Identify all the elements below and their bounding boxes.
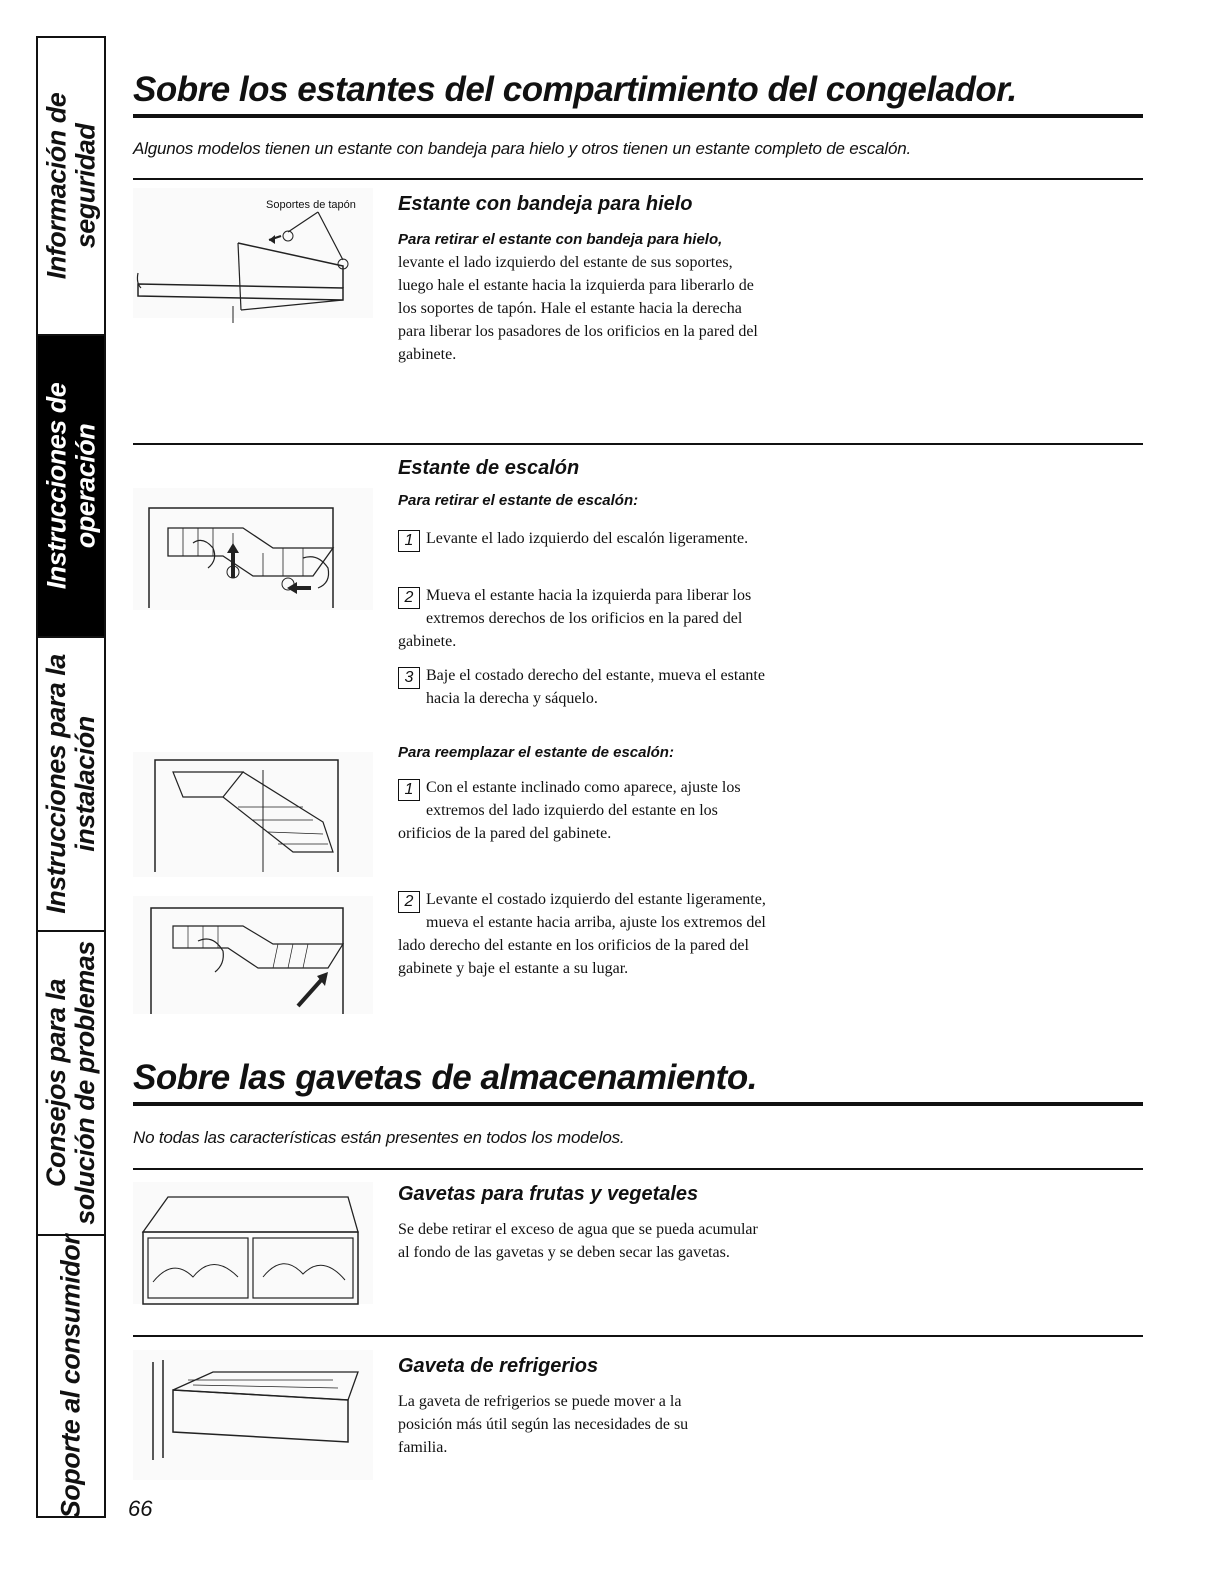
tab-safety-line2: seguridad bbox=[70, 123, 100, 249]
remove-step-1-text: Levante el lado izquierdo del escalón ligeramente. bbox=[426, 530, 749, 547]
tab-consumer-support[interactable] bbox=[38, 1236, 104, 1516]
step-number-box: 2 bbox=[398, 891, 420, 913]
ice-shelf-text bbox=[398, 228, 758, 366]
snack-heading: Gaveta de refrigerios bbox=[398, 1355, 599, 1377]
step-number-box: 1 bbox=[398, 779, 420, 801]
tab-operating-line2: operación bbox=[70, 423, 101, 549]
ice-shelf-callout: Soportes de tapón bbox=[266, 199, 356, 211]
tab-troubleshooting-line2: solución de problemas bbox=[70, 941, 100, 1225]
tab-safety[interactable] bbox=[38, 38, 104, 336]
section1-intro: Algunos modelos tienen un estante con bandeja para hielo y otros tienen un estante completo de escalón. bbox=[133, 139, 912, 158]
section1-title: Sobre los estantes del compartimiento del congelador. bbox=[133, 70, 1017, 109]
crispers-heading: Gavetas para frutas y vegetales bbox=[398, 1183, 699, 1205]
step-shelf-install-illustration bbox=[133, 896, 373, 1016]
step-shelf-heading: Estante de escalón bbox=[398, 457, 580, 479]
tab-operating-line1: Instrucciones de bbox=[41, 382, 72, 590]
tab-installation-line1: Instrucciones para la bbox=[41, 654, 72, 914]
remove-step-3 bbox=[398, 664, 768, 710]
ice-shelf-lead: Para retirar el estante con bandeja para hielo, bbox=[398, 231, 723, 248]
step-number-box: 3 bbox=[398, 667, 420, 689]
remove-step-2 bbox=[398, 584, 768, 653]
tab-consumer-support-line1: Soporte al consumidor bbox=[55, 1234, 86, 1518]
remove-step-3-text: Baje el costado derecho del estante, mueva el estante hacia la derecha y sáquelo. bbox=[426, 667, 765, 707]
step-number-box: 2 bbox=[398, 587, 420, 609]
divider bbox=[133, 1335, 1143, 1337]
replace-step-1 bbox=[398, 776, 768, 845]
replace-step-2-text: Levante el costado izquierdo del estante ligeramente, mueva el estante hacia arriba, ajuste los extremos del lado derecho del estante en los orificios de la pared del gabinete y baje el estante a su lugar. bbox=[398, 891, 766, 977]
section-sidebar bbox=[36, 36, 106, 1518]
divider bbox=[133, 178, 1143, 180]
divider bbox=[133, 443, 1143, 445]
ice-shelf-heading: Estante con bandeja para hielo bbox=[398, 193, 693, 215]
step-number-box: 1 bbox=[398, 530, 420, 552]
section2-intro: No todas las características están presentes en todos los modelos. bbox=[133, 1128, 625, 1147]
page-number: 66 bbox=[128, 1496, 153, 1521]
crisper-drawers-illustration bbox=[133, 1182, 373, 1307]
step-shelf-angled-illustration bbox=[133, 752, 373, 880]
tab-installation-line2: instalación bbox=[70, 716, 101, 852]
replace-step-1-text: Con el estante inclinado como aparece, ajuste los extremos del lado izquierdo del estante en los orificios de la pared del gabinete. bbox=[398, 779, 741, 842]
snack-text: La gaveta de refrigerios se puede mover a la posición más útil según las necesidades de su familia. bbox=[398, 1393, 689, 1456]
step-shelf-removal-illustration bbox=[133, 488, 373, 613]
section2-title-rule bbox=[133, 1102, 1143, 1106]
tab-safety-line1: Información de bbox=[41, 92, 71, 280]
tab-troubleshooting-line1: Consejos para la bbox=[41, 978, 71, 1188]
remove-step-2-text: Mueva el estante hacia la izquierda para liberar los extremos derechos de los orificios en la pared del gabinete. bbox=[398, 587, 752, 650]
step-replace-heading: Para reemplazar el estante de escalón: bbox=[398, 744, 674, 761]
tab-operating[interactable] bbox=[38, 336, 104, 638]
snack-drawer-illustration bbox=[133, 1350, 373, 1485]
ice-shelf-body: levante el lado izquierdo del estante de sus soportes, luego hale el estante hacia la izquierda para liberarlo de los soportes de tapón. Hale el estante hacia la derecha para liberar los pasadores de los orificios en la pared del gabinete. bbox=[398, 254, 758, 363]
divider bbox=[133, 1168, 1143, 1170]
remove-step-1 bbox=[398, 527, 768, 552]
crispers-text: Se debe retirar el exceso de agua que se pueda acumular al fondo de las gavetas y se deben secar las gavetas. bbox=[398, 1221, 758, 1261]
section1-title-rule bbox=[133, 114, 1143, 118]
replace-step-2 bbox=[398, 888, 768, 980]
step-remove-heading: Para retirar el estante de escalón: bbox=[398, 492, 639, 509]
tab-troubleshooting[interactable] bbox=[38, 932, 104, 1236]
section2-title: Sobre las gavetas de almacenamiento. bbox=[133, 1058, 757, 1097]
tab-installation[interactable] bbox=[38, 638, 104, 932]
